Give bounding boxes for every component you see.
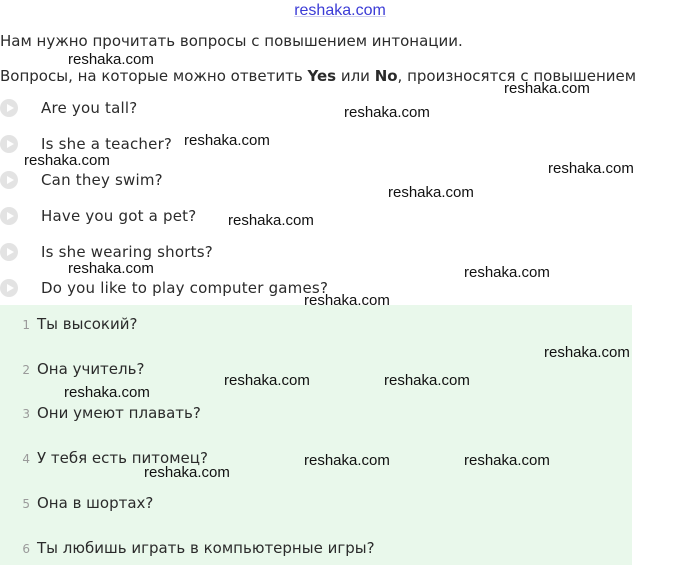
watermark: reshaka.com <box>548 160 634 177</box>
translation-text: Она в шортах? <box>37 494 154 512</box>
watermark: reshaka.com <box>544 344 630 361</box>
watermark: reshaka.com <box>464 264 550 281</box>
translation-text: Ты любишь играть в компьютерные игры? <box>37 539 375 557</box>
translation-row <box>0 494 153 512</box>
translation-text: Они умеют плавать? <box>37 404 201 422</box>
play-icon[interactable] <box>0 171 18 189</box>
translation-number: 3 <box>22 407 30 421</box>
question-row <box>0 205 196 227</box>
translation-number: 5 <box>22 497 30 511</box>
watermark: reshaka.com <box>344 104 430 121</box>
question-text: Do you like to play computer games? <box>41 279 329 297</box>
watermark: reshaka.com <box>68 51 154 68</box>
watermark: reshaka.com <box>464 452 550 469</box>
translation-text: Ты высокий? <box>37 315 138 333</box>
watermark: reshaka.com <box>24 152 110 169</box>
watermark: reshaka.com <box>504 80 590 97</box>
watermark: reshaka.com <box>304 292 390 309</box>
intro-or: или <box>336 67 375 85</box>
watermark: reshaka.com <box>64 384 150 401</box>
question-text: Is she wearing shorts? <box>41 243 213 261</box>
translation-row <box>0 539 375 557</box>
watermark: reshaka.com <box>184 132 270 149</box>
yes-word: Yes <box>307 67 337 85</box>
translation-row <box>0 315 137 333</box>
intro-line-1: Нам нужно прочитать вопросы с повышением интонации. <box>0 32 463 50</box>
intro-line-2-pre: Вопросы, на которые можно ответить <box>0 67 308 85</box>
translation-number: 4 <box>22 452 30 466</box>
translation-text: Она учитель? <box>37 360 145 378</box>
watermark: reshaka.com <box>384 372 470 389</box>
question-text: Is she a teacher? <box>41 135 173 153</box>
question-row <box>0 169 163 191</box>
watermark: reshaka.com <box>228 212 314 229</box>
no-word: No <box>374 67 398 85</box>
watermark: reshaka.com <box>144 464 230 481</box>
translation-panel <box>0 305 632 565</box>
play-icon[interactable] <box>0 279 18 297</box>
play-icon[interactable] <box>0 243 18 261</box>
play-icon[interactable] <box>0 135 18 153</box>
question-row <box>0 277 328 299</box>
translation-text: У тебя есть питомец? <box>37 449 208 467</box>
question-row <box>0 97 137 119</box>
watermark: reshaka.com <box>388 184 474 201</box>
translation-number: 2 <box>22 363 30 377</box>
translation-number: 6 <box>22 542 30 556</box>
translation-number: 1 <box>22 318 30 332</box>
question-text: Can they swim? <box>41 171 163 189</box>
question-text: Have you got a pet? <box>41 207 197 225</box>
play-icon[interactable] <box>0 207 18 225</box>
intro-line-2-post: , произносятся с повышением <box>397 67 637 85</box>
watermark: reshaka.com <box>224 372 310 389</box>
site-link[interactable]: reshaka.com <box>294 2 386 19</box>
watermark: reshaka.com <box>304 452 390 469</box>
translation-row <box>0 404 201 422</box>
translation-row <box>0 360 144 378</box>
play-icon[interactable] <box>0 99 18 117</box>
question-text: Are you tall? <box>41 99 138 117</box>
watermark: reshaka.com <box>68 260 154 277</box>
